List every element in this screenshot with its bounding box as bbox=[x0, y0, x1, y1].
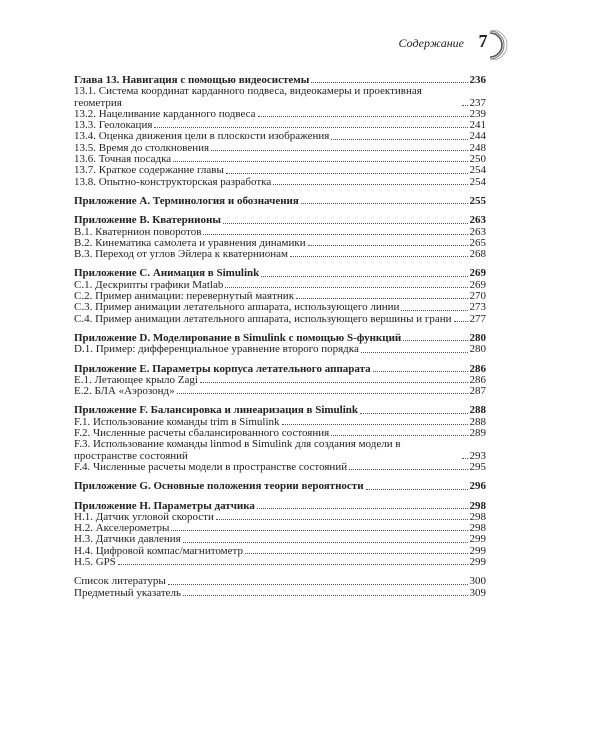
dot-leader bbox=[301, 203, 468, 204]
toc-entry-page: 277 bbox=[469, 312, 486, 325]
dot-leader bbox=[225, 287, 467, 288]
toc-entry-title: Предметный указатель bbox=[74, 586, 182, 599]
toc-entry-page: 248 bbox=[469, 141, 486, 154]
dot-leader bbox=[311, 82, 467, 83]
dot-leader bbox=[373, 371, 468, 372]
toc-entry-page: 280 bbox=[469, 331, 486, 344]
toc-entry-title: C.2. Пример анимации: перевернутый маятник bbox=[74, 290, 295, 303]
running-title: Содержание bbox=[398, 36, 464, 50]
toc-entry[interactable] bbox=[74, 386, 486, 397]
toc-chapter-entry[interactable] bbox=[74, 196, 486, 207]
page-number-badge bbox=[476, 30, 516, 60]
toc-entry[interactable] bbox=[74, 557, 486, 568]
toc-entry-page: 268 bbox=[469, 248, 486, 261]
toc-entry-page: 263 bbox=[469, 225, 486, 238]
toc-entry-title: 13.5. Время до столкновения bbox=[74, 141, 210, 154]
toc-entry-title: Приложение B. Кватернионы bbox=[74, 214, 221, 227]
dot-leader bbox=[290, 256, 468, 257]
dot-leader bbox=[462, 105, 468, 106]
toc-entry-page: 299 bbox=[469, 544, 486, 557]
toc-entry-page: 298 bbox=[469, 510, 486, 523]
toc-entry-title: Приложение H. Параметры датчика bbox=[74, 499, 255, 512]
dot-leader bbox=[245, 553, 468, 554]
toc-entry-title: B.2. Кинематика самолета и уравнения динамики bbox=[74, 236, 306, 249]
dot-leader bbox=[173, 161, 467, 162]
toc-entry-page: 295 bbox=[469, 460, 486, 473]
toc-entry-page: 298 bbox=[469, 522, 486, 535]
toc-entry[interactable] bbox=[74, 302, 486, 313]
toc-entry-title: F.1. Использование команды trim в Simulink bbox=[74, 415, 280, 428]
toc-entry-page: 263 bbox=[469, 214, 486, 227]
toc-entry-page: 269 bbox=[469, 267, 486, 280]
dot-leader bbox=[168, 584, 468, 585]
dot-leader bbox=[118, 564, 468, 565]
toc-entry-page: 309 bbox=[469, 586, 486, 599]
table-of-contents bbox=[74, 75, 486, 599]
toc-entry-page: 239 bbox=[469, 107, 486, 120]
dot-leader bbox=[203, 234, 467, 235]
toc-entry[interactable] bbox=[74, 314, 486, 325]
dot-leader bbox=[273, 184, 467, 185]
toc-entry-title: C.3. Пример анимации летательного аппарата, использующего линии bbox=[74, 301, 400, 314]
dot-leader bbox=[403, 340, 467, 341]
dot-leader bbox=[211, 150, 467, 151]
dot-leader bbox=[296, 298, 467, 299]
dot-leader bbox=[361, 352, 468, 353]
toc-entry-page: 299 bbox=[469, 533, 486, 546]
dot-leader bbox=[257, 508, 468, 509]
toc-entry-page: 286 bbox=[469, 373, 486, 386]
toc-entry-page: 273 bbox=[469, 301, 486, 314]
toc-entry-title: Приложение E. Параметры корпуса летательного аппарата bbox=[74, 362, 371, 375]
dot-leader bbox=[177, 393, 468, 394]
toc-entry-title: H.2. Акселерометры bbox=[74, 522, 170, 535]
dot-leader bbox=[200, 382, 468, 383]
dot-leader bbox=[360, 413, 467, 414]
toc-entry-title: H.3. Датчики давления bbox=[74, 533, 181, 546]
toc-entry-title: 13.3. Геолокация bbox=[74, 119, 153, 132]
toc-entry-page: 296 bbox=[469, 480, 486, 493]
dot-leader bbox=[454, 321, 468, 322]
dot-leader bbox=[366, 489, 468, 490]
toc-entry[interactable] bbox=[74, 534, 486, 545]
toc-entry-title: 13.2. Нацеливание карданного подвеса bbox=[74, 107, 256, 120]
toc-entry-title: B.3. Переход от углов Эйлера к кватернионам bbox=[74, 248, 288, 261]
toc-entry[interactable] bbox=[74, 165, 486, 176]
toc-entry-page: 254 bbox=[469, 164, 486, 177]
dot-leader bbox=[261, 276, 467, 277]
toc-entry-title: B.1. Кватернион поворотов bbox=[74, 225, 202, 238]
dot-leader bbox=[401, 310, 467, 311]
toc-entry-page: 241 bbox=[469, 119, 486, 132]
dot-leader bbox=[183, 595, 467, 596]
dot-leader bbox=[282, 424, 468, 425]
toc-entry-title: Приложение A. Терминология и обозначения bbox=[74, 194, 299, 207]
toc-entry-page: 286 bbox=[469, 362, 486, 375]
toc-entry-page: 265 bbox=[469, 236, 486, 249]
toc-entry-title: H.1. Датчик угловой скорости bbox=[74, 510, 214, 523]
toc-entry-page: 237 bbox=[469, 96, 486, 109]
toc-entry-title: E.2. БЛА «Аэрозонд» bbox=[74, 385, 175, 398]
toc-entry[interactable] bbox=[74, 546, 486, 557]
dot-leader bbox=[349, 469, 467, 470]
toc-chapter-entry[interactable] bbox=[74, 215, 486, 226]
toc-entry-title: 13.7. Краткое содержание главы bbox=[74, 164, 224, 177]
toc-entry-page: 300 bbox=[469, 575, 486, 588]
dot-leader bbox=[331, 139, 467, 140]
dot-leader bbox=[223, 223, 468, 224]
toc-entry-title: Приложение D. Моделирование в Simulink с помощью S-функций bbox=[74, 331, 402, 344]
toc-entry-page: 236 bbox=[469, 74, 486, 86]
toc-entry-page: 254 bbox=[469, 175, 486, 188]
dot-leader bbox=[183, 542, 468, 543]
toc-entry-title: H.4. Цифровой компас/магнитометр bbox=[74, 544, 243, 557]
toc-entry-title: Список литературы bbox=[74, 575, 166, 588]
toc-entry-page: 289 bbox=[469, 427, 486, 440]
dot-leader bbox=[216, 519, 468, 520]
toc-entry[interactable] bbox=[74, 249, 486, 260]
dot-leader bbox=[258, 116, 468, 117]
toc-entry-page: 250 bbox=[469, 153, 486, 166]
toc-entry-page: 299 bbox=[469, 555, 486, 568]
toc-entry-title: F.2. Численные расчеты сбалансированного состояния bbox=[74, 427, 330, 440]
toc-entry[interactable] bbox=[74, 588, 486, 599]
page-number: 7 bbox=[478, 31, 488, 51]
toc-entry-page: 280 bbox=[469, 343, 486, 356]
toc-entry-title: F.3. Использование команды linmod в Simulink для создания модели в пространстве состояний bbox=[74, 438, 401, 462]
toc-entry-title: E.1. Летающее крыло Zagi bbox=[74, 373, 198, 386]
toc-entry-page: 287 bbox=[469, 385, 486, 398]
toc-entry-page: 270 bbox=[469, 290, 486, 303]
toc-entry-title: Глава 13. Навигация с помощью видеосистемы bbox=[74, 74, 310, 86]
toc-entry-title: 13.1. Система координат карданного подвеса, видеокамеры и проективная геометрия bbox=[74, 85, 422, 109]
toc-entry-title: 13.4. Оценка движения цели в плоскости изображения bbox=[74, 130, 330, 143]
toc-entry-page: 288 bbox=[469, 415, 486, 428]
toc-entry-title: C.1. Дескрипты графики Matlab bbox=[74, 278, 224, 291]
toc-entry-title: D.1. Пример: дифференциальное уравнение второго порядка bbox=[74, 343, 359, 356]
toc-entry-title: F.4. Численные расчеты модели в пространстве состояний bbox=[74, 460, 348, 473]
toc-entry-title: Приложение F. Балансировка и линеаризация в Simulink bbox=[74, 404, 359, 417]
toc-entry-page: 293 bbox=[469, 449, 486, 462]
toc-entry-page: 298 bbox=[469, 499, 486, 512]
toc-entry[interactable] bbox=[74, 177, 486, 188]
toc-entry[interactable] bbox=[74, 462, 486, 473]
dot-leader bbox=[308, 245, 468, 246]
toc-entry-page: 244 bbox=[469, 130, 486, 143]
toc-entry-page: 255 bbox=[469, 194, 486, 207]
dot-leader bbox=[154, 127, 467, 128]
toc-entry-title: Приложение C. Анимация в Simulink bbox=[74, 267, 260, 280]
toc-entry[interactable] bbox=[74, 576, 486, 587]
toc-entry[interactable] bbox=[74, 439, 486, 462]
toc-chapter-entry[interactable] bbox=[74, 481, 486, 492]
dot-leader bbox=[226, 173, 468, 174]
toc-entry-page: 288 bbox=[469, 404, 486, 417]
dot-leader bbox=[331, 435, 467, 436]
page-header bbox=[0, 30, 600, 60]
toc-entry-title: C.4. Пример анимации летательного аппарата, использующего вершины и грани bbox=[74, 312, 452, 325]
toc-entry-title: Приложение G. Основные положения теории вероятности bbox=[74, 480, 364, 493]
toc-entry-title: 13.8. Опытно-конструкторская разработка bbox=[74, 175, 272, 188]
toc-entry-title: H.5. GPS bbox=[74, 555, 116, 568]
toc-entry-page: 269 bbox=[469, 278, 486, 291]
dot-leader bbox=[462, 458, 468, 459]
dot-leader bbox=[171, 530, 467, 531]
toc-entry[interactable] bbox=[74, 86, 486, 109]
toc-entry-title: 13.6. Точная посадка bbox=[74, 153, 172, 166]
toc-entry[interactable] bbox=[74, 344, 486, 355]
